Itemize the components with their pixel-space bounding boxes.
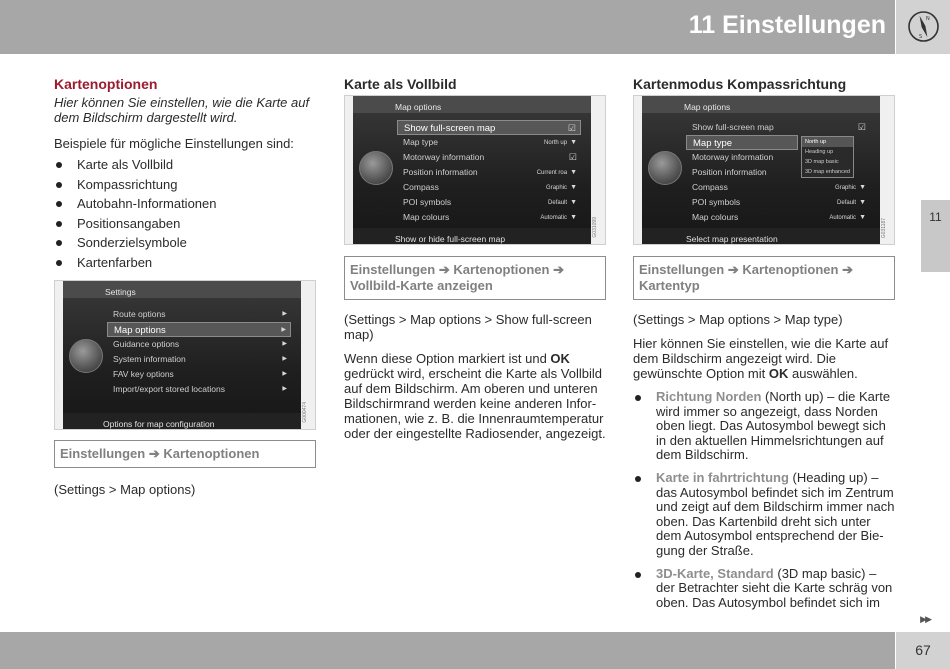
dropdown-option: Heading up xyxy=(805,149,834,155)
menu-item: Guidance options ▶ xyxy=(113,338,287,349)
screen-title: Map options xyxy=(353,96,591,113)
menu-item: Motorway information xyxy=(692,152,774,162)
list-item: Kartenfarben xyxy=(54,255,316,270)
body-text: Hier können Sie einstellen, wie die Karte auf dem Bildschirm angezeigt wird. Die gewünschte Option mit OK auswählen. xyxy=(633,336,889,381)
column-kompassrichtung xyxy=(633,76,895,618)
menu-item: Route options ▶ xyxy=(113,308,287,319)
menu-item: Map colours Automatic ▼ xyxy=(403,212,577,222)
menu-item: Compass Graphic ▼ xyxy=(403,182,577,192)
image-code: G031099 xyxy=(592,217,598,238)
arrow-right-icon: ➔ xyxy=(553,262,564,277)
section-heading: Kartenoptionen xyxy=(54,76,158,92)
menu-item-selected: Show full-screen map ☑ xyxy=(397,120,581,135)
screen-status: Select map presentation xyxy=(642,228,880,245)
list-item: Autobahn-Informationen xyxy=(54,196,316,211)
menu-item-selected: Map type xyxy=(686,135,798,150)
list-item: Positionsangaben xyxy=(54,216,316,231)
section-heading: Karte als Vollbild xyxy=(344,76,457,92)
menu-item: FAV key options ▶ xyxy=(113,368,287,379)
map-type-options xyxy=(633,390,895,610)
map-type-screenshot xyxy=(633,95,895,245)
menu-item: Map colours Automatic ▼ xyxy=(692,212,866,222)
menu-item: Show full-screen map ☑ xyxy=(692,122,866,132)
menu-item: Position information xyxy=(692,167,767,177)
menu-item: Motorway information ☑ xyxy=(403,152,577,162)
screen-title: Settings xyxy=(63,281,301,298)
svg-text:S: S xyxy=(919,34,923,40)
menu-item: POI symbols Default ▼ xyxy=(403,197,577,207)
list-item: 3D-Karte, Standard (3D map basic) – der Betrachter sieht die Karte schräg von oben. Das Autosymbol befindet sich im xyxy=(633,567,895,611)
compass-icon xyxy=(907,10,940,43)
screen-display xyxy=(642,96,880,245)
svg-text:N: N xyxy=(926,16,930,22)
column-vollbild xyxy=(344,76,606,450)
dropdown-option: 3D map basic xyxy=(805,159,839,165)
image-code: G031187 xyxy=(881,217,887,238)
screen-title: Map options xyxy=(642,96,880,113)
column-kartenoptionen xyxy=(54,76,316,506)
screen-status: Show or hide full-screen map xyxy=(353,228,591,245)
examples-intro: Beispiele für mögliche Einstellungen sind: xyxy=(54,136,294,151)
body-text: Wenn diese Option markiert ist und OK gedrückt wird, erscheint die Karte als Vollbild auf dem Bildschirm. Am oberen und unteren Bildschirmrand werden keine anderen Infor-mationen, wie z. B. die Innenraumtemperatur oder der eingestellte Radiosender, angezeigt. xyxy=(344,351,606,441)
list-item: Kompassrichtung xyxy=(54,177,316,192)
menu-item: Position information Current roa ▼ xyxy=(403,167,577,177)
dropdown-option: 3D map enhanced xyxy=(805,169,850,175)
menu-item-selected: Map options ▶ xyxy=(107,322,291,337)
menu-item: System information ▶ xyxy=(113,353,287,364)
arrow-right-icon: ➔ xyxy=(148,445,160,461)
page-number: 67 xyxy=(895,632,950,669)
arrow-right-icon: ➔ xyxy=(438,262,450,277)
list-item: Richtung Norden (North up) – die Karte wird immer so angezeigt, dass Norden oben liegt. Das Autosymbol bewegt sich in den aktuellen Himmelsrichtungen auf dem Bildschirm. xyxy=(633,390,895,463)
list-item: Karte als Vollbild xyxy=(54,157,316,172)
arrow-right-icon: ➔ xyxy=(727,262,739,277)
menu-item: Map type North up ▼ xyxy=(403,137,577,147)
chapter-title: 11 Einstellungen xyxy=(688,11,886,39)
footer-bar xyxy=(0,632,950,669)
menu-path-box: Einstellungen ➔ Kartenoptionen xyxy=(54,440,316,468)
settings-screenshot xyxy=(54,280,316,430)
english-path: (Settings > Map options) xyxy=(54,481,196,497)
screen-display xyxy=(63,281,301,430)
image-code: G000474 xyxy=(302,401,308,423)
section-intro: Hier können Sie einstellen, wie die Karte auf dem Bildschirm dargestellt wird. xyxy=(54,95,310,125)
control-knob-icon xyxy=(648,151,682,185)
map-options-screenshot xyxy=(344,95,606,245)
screen-display xyxy=(353,96,591,245)
dropdown-option: North up xyxy=(802,137,853,147)
settings-list xyxy=(54,157,316,270)
continue-arrows-icon: ▶▶ xyxy=(920,614,930,624)
chapter-side-tab[interactable]: 11 xyxy=(921,200,950,272)
control-knob-icon xyxy=(359,151,393,185)
screen-status: Options for map configuration xyxy=(63,413,301,430)
control-knob-icon xyxy=(69,339,103,373)
english-path: (Settings > Map options > Show full-screen map) xyxy=(344,312,592,342)
arrow-right-icon: ➔ xyxy=(842,262,853,277)
english-path: (Settings > Map options > Map type) xyxy=(633,312,843,327)
menu-path-box: Einstellungen ➔ Kartenoptionen ➔ Kartentyp xyxy=(633,256,895,300)
menu-item: POI symbols Default ▼ xyxy=(692,197,866,207)
map-type-dropdown xyxy=(801,136,854,178)
menu-path-box: Einstellungen ➔ Kartenoptionen ➔ Vollbild-Karte anzeigen xyxy=(344,256,606,300)
menu-item: Compass Graphic ▼ xyxy=(692,182,866,192)
menu-item: Import/export stored locations ▶ xyxy=(113,383,287,394)
list-item: Sonderzielsymbole xyxy=(54,235,316,250)
compass-badge xyxy=(895,0,950,54)
section-heading: Kartenmodus Kompassrichtung xyxy=(633,76,847,92)
list-item: Karte in fahrtrichtung (Heading up) – das Autosymbol befindet sich im Zentrum und zeigt auf dem Bildschirm immer nach oben. Das Kartenbild dreht sich unter dem Autosymbol entsprechend der Bie-gung der Straße. xyxy=(633,471,895,559)
